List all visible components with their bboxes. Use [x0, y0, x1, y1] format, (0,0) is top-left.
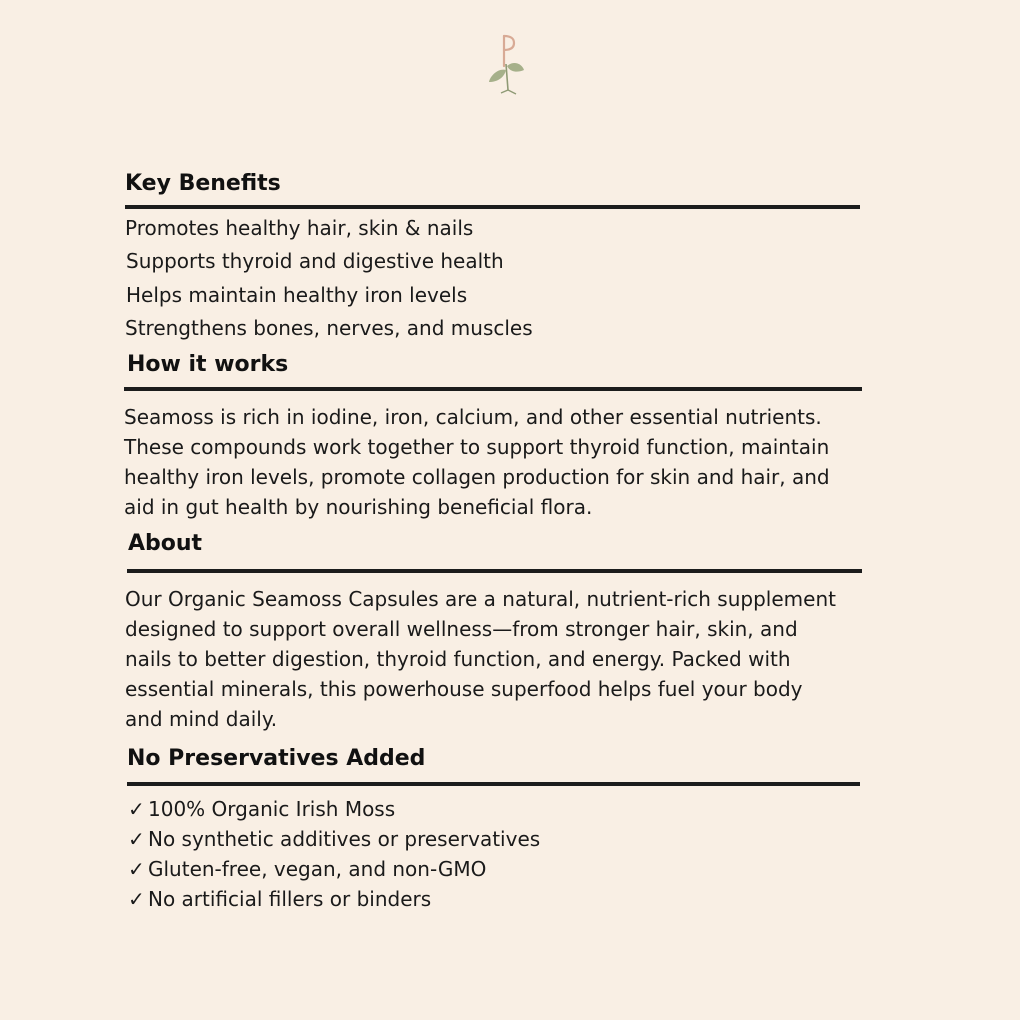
- how-it-works-heading: How it works: [127, 352, 289, 377]
- how-it-works-paragraph: [124, 402, 864, 522]
- about-divider: [127, 569, 862, 573]
- paragraph-line: designed to support overall wellness—from stronger hair, skin, and: [125, 617, 798, 641]
- about-heading: About: [128, 531, 203, 556]
- no-preservatives-divider: [127, 782, 860, 786]
- check-icon: ✓: [128, 797, 145, 821]
- no-preservatives-heading: No Preservatives Added: [127, 746, 426, 771]
- preservatives-checklist: [128, 794, 868, 914]
- checklist-item-label: Gluten-free, vegan, and non-GMO: [148, 857, 487, 881]
- sprout-logo-icon: [484, 30, 530, 96]
- paragraph-line: nails to better digestion, thyroid function, and energy. Packed with: [125, 647, 791, 671]
- key-benefits-heading: Key Benefits: [125, 171, 281, 196]
- benefit-item: Promotes healthy hair, skin & nails: [125, 216, 474, 240]
- paragraph-line: These compounds work together to support thyroid function, maintain: [124, 435, 830, 459]
- paragraph-line: and mind daily.: [125, 707, 278, 731]
- checklist-item-label: No synthetic additives or preservatives: [148, 827, 541, 851]
- check-icon: ✓: [128, 887, 145, 911]
- checklist-item: [128, 824, 868, 854]
- key-benefits-divider: [125, 205, 860, 209]
- benefit-item: Strengthens bones, nerves, and muscles: [125, 316, 533, 340]
- check-icon: ✓: [128, 857, 145, 881]
- how-it-works-divider: [124, 387, 862, 391]
- checklist-item: [128, 794, 868, 824]
- benefit-item: Helps maintain healthy iron levels: [126, 283, 468, 307]
- paragraph-line: healthy iron levels, promote collagen production for skin and hair, and: [124, 465, 830, 489]
- checklist-item-label: 100% Organic Irish Moss: [148, 797, 396, 821]
- benefit-item: Supports thyroid and digestive health: [126, 249, 504, 273]
- checklist-item-label: No artificial fillers or binders: [148, 887, 432, 911]
- paragraph-line: aid in gut health by nourishing beneficial flora.: [124, 495, 593, 519]
- paragraph-line: Our Organic Seamoss Capsules are a natural, nutrient-rich supplement: [125, 587, 836, 611]
- paragraph-line: essential minerals, this powerhouse superfood helps fuel your body: [125, 677, 803, 701]
- paragraph-line: Seamoss is rich in iodine, iron, calcium, and other essential nutrients.: [124, 405, 822, 429]
- about-paragraph: [125, 584, 865, 734]
- checklist-item: [128, 854, 868, 884]
- checklist-item: [128, 884, 868, 914]
- check-icon: ✓: [128, 827, 145, 851]
